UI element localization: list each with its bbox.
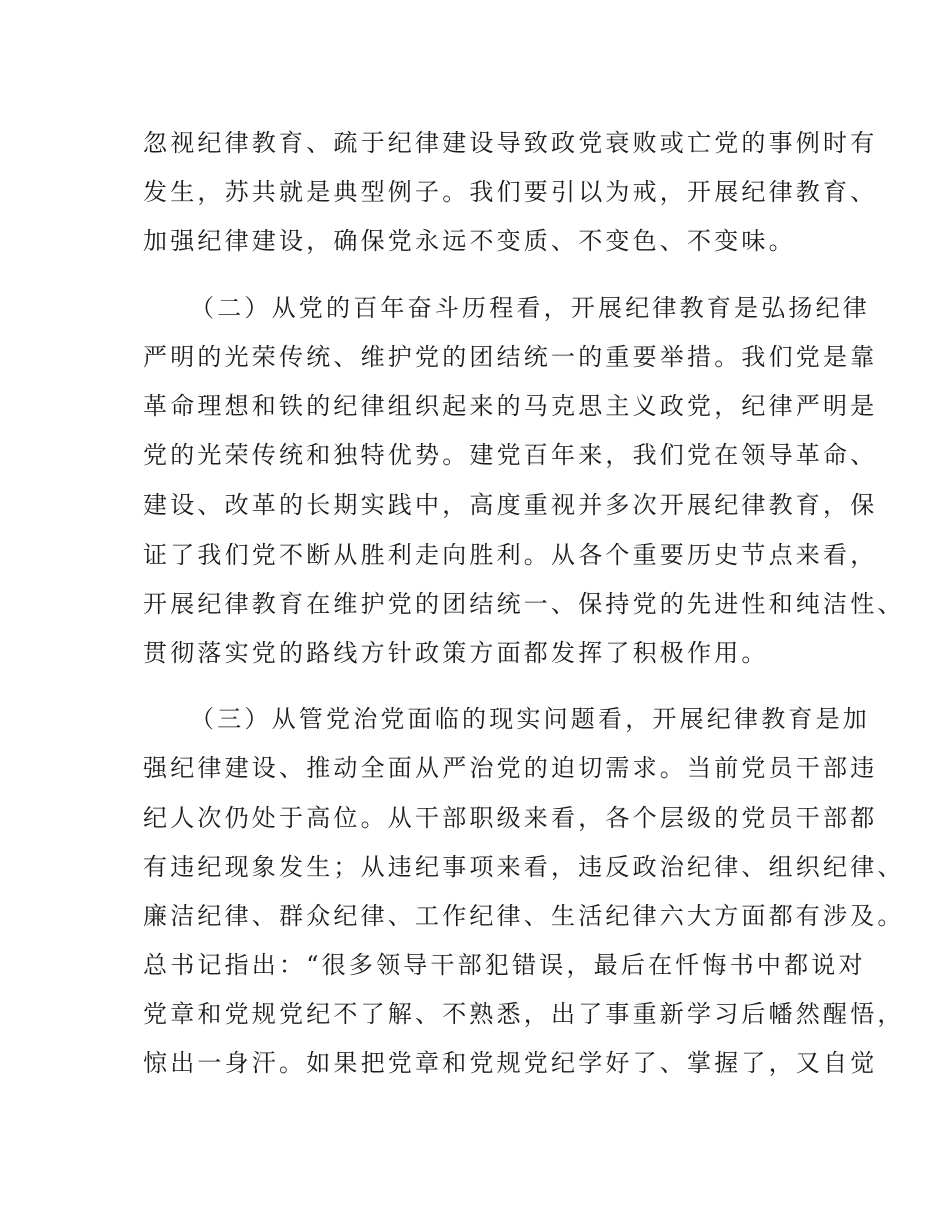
text-line: 加强纪律建设，确保党永远不变质、不变色、不变味。 — [143, 227, 796, 255]
text-line: 忽视纪律教育、疏于纪律建设导致政党衰败或亡党的事例时有 — [143, 129, 878, 157]
text-line: （三）从管党治党面临的现实问题看，开展纪律教育是加 — [190, 705, 870, 733]
text-line: （二）从党的百年奋斗历程看，开展纪律教育是弘扬纪律 — [190, 294, 870, 322]
text-line: 开展纪律教育在维护党的团结统一、保持党的先进性和纯洁性、 — [143, 590, 905, 618]
text-line: 纪人次仍处于高位。从干部职级来看，各个层级的党员干部都 — [143, 804, 878, 832]
text-line: 党的光荣传统和独特优势。建党百年来，我们党在领导革命、 — [143, 441, 878, 469]
text-line: 证了我们党不断从胜利走向胜利。从各个重要历史节点来看， — [143, 541, 878, 569]
text-line: 惊出一身汗。如果把党章和党规党纪学好了、掌握了，又自觉 — [143, 1049, 878, 1077]
text-line: 总书记指出：“很多领导干部犯错误，最后在忏悔书中都说对 — [143, 951, 866, 979]
text-line — [143, 1092, 950, 1132]
text-line: 党章和党规党纪不了解、不熟悉，出了事重新学习后幡然醒悟， — [143, 1000, 905, 1028]
text-line: 发生，苏共就是典型例子。我们要引以为戒，开展纪律教育、 — [143, 178, 878, 206]
text-line: 廉洁纪律、群众纪律、工作纪律、生活纪律六大方面都有涉及。 — [143, 902, 905, 930]
text-line: 建设、改革的长期实践中，高度重视并多次开展纪律教育，保 — [143, 491, 878, 519]
text-line: 有违纪现象发生；从违纪事项来看，违反政治纪律、组织纪律、 — [143, 853, 905, 881]
text-line: 严明的光荣传统、维护党的团结统一的重要举措。我们党是靠 — [143, 343, 878, 371]
text-line: 贯彻落实党的路线方针政策方面都发挥了积极作用。 — [143, 639, 769, 667]
text-line: 强纪律建设、推动全面从严治党的迫切需求。当前党员干部违 — [143, 754, 878, 782]
text-line: 革命理想和铁的纪律组织起来的马克思主义政党，纪律严明是 — [143, 392, 878, 420]
